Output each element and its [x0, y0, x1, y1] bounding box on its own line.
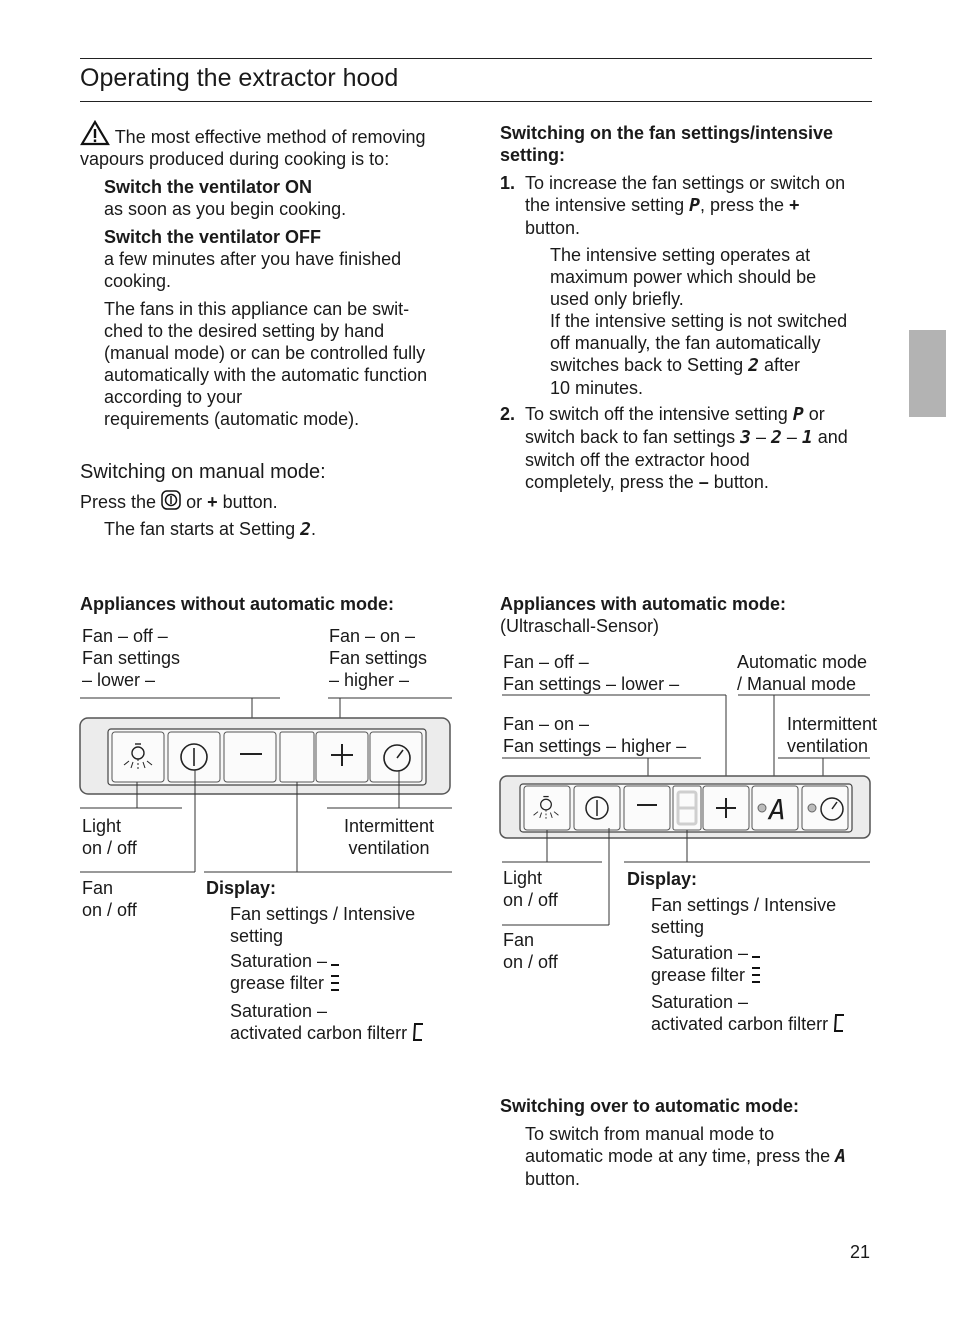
interval-button[interactable] [370, 732, 422, 782]
label-line: ventilation [348, 838, 430, 858]
intensive-line: off manually, the fan automatically [550, 333, 821, 353]
step2-line: switch off the extractor hood [525, 450, 750, 470]
heading-line: setting: [500, 145, 565, 165]
label-line: setting [651, 917, 705, 937]
intensive-7: after [763, 355, 801, 375]
manual-mode-heading: Switching on manual mode: [80, 461, 326, 483]
fan-starts-end: . [310, 519, 316, 539]
label-text: Saturation – [230, 951, 328, 971]
label-line: – lower – [82, 670, 156, 690]
left-fan-on-label [329, 625, 427, 691]
grease-filter-symbol [329, 974, 341, 992]
fan-settings-heading [500, 122, 880, 166]
left-display-item [230, 1000, 424, 1044]
plus-symbol: + [789, 195, 800, 215]
grease-filter-symbol [750, 966, 762, 984]
switch-on-text: as soon as you begin cooking. [104, 199, 347, 219]
left-fan-off-label [82, 625, 180, 691]
dash: – [786, 427, 797, 447]
grease-filter-symbol [750, 949, 762, 959]
switch-off-heading: Switch the ventilator OFF [104, 227, 322, 247]
right-diagram-subheading: (Ultraschall-Sensor) [500, 616, 660, 636]
setting-digit: 2 [300, 519, 311, 540]
step1-c: , press the [699, 195, 785, 215]
label-line: setting [230, 926, 284, 946]
intensive-line: maximum power which should be [550, 267, 817, 287]
page-number: 21 [850, 1242, 871, 1262]
intensive-p-symbol: P [792, 404, 804, 425]
label-line [230, 950, 341, 972]
press-line [80, 490, 278, 513]
label-line: on / off [503, 890, 558, 910]
label-line: Fan settings [329, 648, 428, 668]
step2-c: switch back to fan settings [525, 427, 736, 447]
label-line [230, 1022, 424, 1044]
plus-button[interactable] [703, 786, 749, 830]
label-line: on / off [82, 900, 137, 920]
warning-icon [80, 120, 110, 146]
title-rule [80, 101, 872, 102]
right-diagram-heading: Appliances with automatic mode: [500, 594, 787, 614]
step2-g: completely, press the [525, 472, 694, 492]
label-line [230, 972, 341, 994]
left-light-label [82, 815, 137, 859]
intensive-line: The intensive setting operates at [550, 245, 811, 265]
dash: – [755, 427, 766, 447]
label-line [651, 942, 762, 964]
left-display-item [230, 950, 341, 994]
plus-button[interactable] [316, 732, 368, 782]
heading-line: Switching on the fan settings/intensive [500, 123, 834, 143]
intensive-paragraph [550, 244, 880, 399]
fans-line: (manual mode) or can be controlled fully [104, 343, 426, 363]
label-line: Saturation – [230, 1001, 328, 1021]
press-post: button. [222, 492, 278, 512]
fans-line: requirements (automatic mode). [104, 409, 360, 429]
right-display-item [651, 942, 762, 986]
right-fan-off-label [503, 651, 679, 695]
setting-digit: 2 [771, 427, 782, 448]
right-display-heading: Display: [627, 869, 698, 889]
label-line [651, 1013, 845, 1035]
carbon-filter-symbol [412, 1022, 424, 1042]
right-auto-label [737, 651, 867, 695]
left-diagram-heading: Appliances without automatic mode: [80, 594, 395, 614]
label-line: Light [503, 868, 543, 888]
intensive-line: used only briefly. [550, 289, 684, 309]
switch-off-text: a few minutes after you have finished cooking. [104, 249, 402, 291]
display-window [673, 786, 701, 830]
fans-line: automatically with the automatic function [104, 365, 428, 385]
interval-button[interactable] [802, 786, 848, 830]
step2-line [525, 471, 885, 493]
label-line: Light [82, 816, 122, 836]
minus-button[interactable] [624, 786, 670, 830]
grease-filter-symbol [329, 957, 341, 967]
minus-symbol: – [698, 472, 709, 492]
auto-line: button. [525, 1169, 581, 1189]
section-tab [909, 330, 946, 417]
step2-number: 2. [500, 404, 516, 424]
label-text: Saturation – [651, 943, 749, 963]
warning-text: The most effective method of removing vapours produced during cooking is to: [80, 127, 426, 169]
step1-b: the intensive setting [525, 195, 685, 215]
intensive-p-symbol: P [689, 195, 700, 216]
right-light-label [503, 867, 558, 911]
label-line: Fan – on – [503, 714, 590, 734]
carbon-filter-symbol [833, 1013, 845, 1033]
press-pre: Press the [80, 492, 157, 512]
label-line: Fan – on – [329, 626, 416, 646]
label-line [651, 964, 762, 986]
label-line: / Manual mode [737, 674, 857, 694]
label-line: ventilation [787, 736, 869, 756]
auto-text: automatic mode at any time, press the [525, 1146, 831, 1166]
display-window [280, 732, 314, 782]
fans-line: according to your [104, 387, 243, 407]
label-line: Fan settings – lower – [503, 674, 680, 694]
fans-line: ched to the desired setting by hand [104, 321, 385, 341]
power-icon [161, 490, 181, 510]
auto-switch-text [525, 1123, 885, 1190]
label-text: activated carbon filterr [230, 1023, 408, 1043]
label-text: grease filter [651, 965, 746, 985]
minus-button[interactable] [224, 732, 276, 782]
setting-digit: 1 [801, 427, 813, 448]
switch-on-heading: Switch the ventilator ON [104, 177, 313, 197]
label-text: activated carbon filterr [651, 1014, 829, 1034]
intensive-line: 10 minutes. [550, 378, 644, 398]
setting-digit: 3 [740, 427, 751, 448]
label-line: Intermittent [787, 714, 878, 734]
press-mid: or [186, 492, 203, 512]
label-line: Fan settings / Intensive [651, 895, 837, 915]
label-line: Fan – off – [503, 652, 589, 672]
fan-starts-line [104, 518, 316, 541]
auto-mode-letter: A [769, 793, 786, 826]
step1-line: To increase the fan settings or switch on [525, 173, 846, 193]
label-line: Fan settings / Intensive [230, 904, 416, 924]
step1-number: 1. [500, 173, 516, 193]
warning-paragraph [80, 120, 470, 170]
left-fan-label [82, 877, 137, 921]
light-bulb-icon [120, 740, 156, 776]
left-interval-label [330, 815, 448, 859]
label-line: Fan [503, 930, 535, 950]
label-line: – higher – [329, 670, 410, 690]
auto-mode-letter: A [835, 1146, 847, 1167]
plus-symbol: + [207, 492, 218, 512]
label-line: on / off [82, 838, 137, 858]
intensive-line: If the intensive setting is not switched [550, 311, 848, 331]
left-display-item [230, 903, 415, 947]
fan-starts-text: The fan starts at Setting [104, 519, 296, 539]
light-bulb-icon [530, 793, 562, 825]
label-line: Saturation – [651, 992, 749, 1012]
right-fan-label [503, 929, 558, 973]
auto-line: To switch from manual mode to [525, 1124, 775, 1144]
auto-line [525, 1145, 885, 1168]
step1-line [525, 194, 885, 217]
label-line: Fan [82, 878, 114, 898]
label-line: Intermittent [343, 816, 435, 836]
fan-power-button[interactable] [168, 732, 220, 782]
right-display-item [651, 894, 836, 938]
fan-power-button[interactable] [574, 786, 620, 830]
step2-h: button. [713, 472, 769, 492]
right-display-item [651, 991, 845, 1035]
label-line: Fan settings – higher – [503, 736, 687, 756]
top-rule [80, 58, 872, 59]
step2-a: To switch off the intensive setting [525, 404, 788, 424]
step2-b: or [808, 404, 825, 424]
step2-text [525, 403, 885, 493]
label-line: Fan – off – [82, 626, 168, 646]
step1-text [525, 172, 885, 239]
step2-line [525, 426, 885, 449]
label-line: on / off [503, 952, 558, 972]
label-text: grease filter [230, 973, 325, 993]
label-line: Fan settings [82, 648, 181, 668]
auto-switch-heading: Switching over to automatic mode: [500, 1096, 800, 1116]
step1-line: button. [525, 218, 581, 238]
left-display-heading: Display: [206, 878, 277, 898]
label-line: Automatic mode [737, 652, 868, 672]
intensive-6: switches back to Setting [550, 355, 744, 375]
fans-paragraph [104, 298, 464, 430]
setting-digit: 2 [748, 355, 759, 376]
page-title: Operating the extractor hood [80, 64, 399, 92]
fans-line: The fans in this appliance can be swit- [104, 299, 410, 319]
intensive-line [550, 354, 880, 377]
step2-e: and [817, 427, 848, 447]
step2-line [525, 403, 885, 426]
